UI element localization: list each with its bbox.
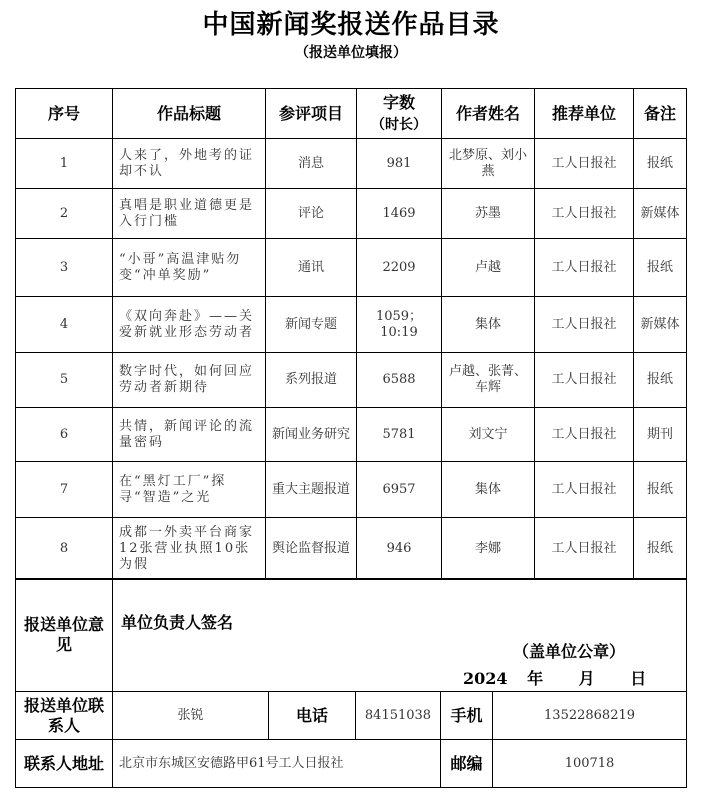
submission-info-table — [15, 578, 687, 788]
word-count: 946 — [357, 518, 442, 580]
recommending-unit: 工人日报社 — [535, 239, 634, 297]
header-duration-label: （时长） — [371, 116, 427, 133]
note: 报纸 — [634, 518, 687, 580]
signature-label: 单位负责人签名 — [121, 613, 234, 632]
work-title: 共情，新闻评论的流量密码 — [113, 408, 266, 462]
recommending-unit: 工人日报社 — [535, 518, 634, 580]
header-title: 作品标题 — [113, 89, 266, 139]
word-count: 1469 — [357, 189, 442, 239]
zip-value: 100718 — [493, 740, 687, 788]
header-unit: 推荐单位 — [535, 89, 634, 139]
row-number: 8 — [16, 518, 113, 580]
work-title: 真唱是职业道德更是入行门槛 — [113, 189, 266, 239]
header-author: 作者姓名 — [442, 89, 535, 139]
work-title: “小哥”高温津贴勿变“冲单奖励” — [113, 239, 266, 297]
header-words — [357, 89, 442, 139]
seal-label: （盖单位公章） — [513, 642, 626, 661]
author: 卢越、张菁、车辉 — [442, 353, 535, 408]
word-count: 2209 — [357, 239, 442, 297]
work-title: 《双向奔赴》——关爱新就业形态劳动者 — [113, 297, 266, 353]
document-subtitle: （报送单位填报） — [295, 45, 407, 61]
works-table — [15, 88, 687, 580]
table-header-row — [16, 89, 687, 139]
category: 通讯 — [266, 239, 357, 297]
opinion-cell — [113, 579, 687, 692]
date-label: 2024 年 月 日 — [463, 669, 647, 688]
recommending-unit: 工人日报社 — [535, 408, 634, 462]
note: 报纸 — [634, 353, 687, 408]
phone-label: 电话 — [269, 692, 356, 740]
work-title: 成都一外卖平台商家12张营业执照10张为假 — [113, 518, 266, 580]
table-row — [16, 189, 687, 239]
category: 新闻业务研究 — [266, 408, 357, 462]
author: 苏墨 — [442, 189, 535, 239]
table-row — [16, 139, 687, 189]
category: 舆论监督报道 — [266, 518, 357, 580]
contact-label: 报送单位联系人 — [16, 692, 113, 740]
author: 集体 — [442, 462, 535, 518]
recommending-unit: 工人日报社 — [535, 462, 634, 518]
category: 新闻专题 — [266, 297, 357, 353]
zip-label: 邮编 — [441, 740, 493, 788]
table-row — [16, 239, 687, 297]
work-title: 数字时代，如何回应劳动者新期待 — [113, 353, 266, 408]
row-number: 2 — [16, 189, 113, 239]
note: 期刊 — [634, 408, 687, 462]
row-number: 5 — [16, 353, 113, 408]
contact-row — [16, 692, 687, 740]
author: 北梦原、刘小燕 — [442, 139, 535, 189]
author: 卢越 — [442, 239, 535, 297]
author: 集体 — [442, 297, 535, 353]
contact-name: 张锐 — [113, 692, 269, 740]
category: 重大主题报道 — [266, 462, 357, 518]
table-row — [16, 353, 687, 408]
address-row — [16, 740, 687, 788]
address-value: 北京市东城区安德路甲61号工人日报社 — [113, 740, 441, 788]
recommending-unit: 工人日报社 — [535, 139, 634, 189]
table-row — [16, 518, 687, 580]
recommending-unit: 工人日报社 — [535, 353, 634, 408]
mobile-value: 13522868219 — [493, 692, 687, 740]
word-count: 5781 — [357, 408, 442, 462]
table-row — [16, 408, 687, 462]
row-number: 7 — [16, 462, 113, 518]
row-number: 3 — [16, 239, 113, 297]
category: 消息 — [266, 139, 357, 189]
mobile-label: 手机 — [441, 692, 493, 740]
category: 系列报道 — [266, 353, 357, 408]
header-note: 备注 — [634, 89, 687, 139]
author: 李娜 — [442, 518, 535, 580]
word-count: 981 — [357, 139, 442, 189]
word-count: 6957 — [357, 462, 442, 518]
document-title: 中国新闻奖报送作品目录 — [202, 10, 500, 40]
note: 报纸 — [634, 239, 687, 297]
author: 刘文宁 — [442, 408, 535, 462]
recommending-unit: 工人日报社 — [535, 189, 634, 239]
row-number: 4 — [16, 297, 113, 353]
opinion-label: 报送单位意见 — [16, 579, 113, 692]
phone-value: 84151038 — [356, 692, 441, 740]
header-words-label: 字数 — [382, 92, 415, 112]
header-category: 参评项目 — [266, 89, 357, 139]
category: 评论 — [266, 189, 357, 239]
word-count: 6588 — [357, 353, 442, 408]
recommending-unit: 工人日报社 — [535, 297, 634, 353]
table-row — [16, 462, 687, 518]
table-row — [16, 297, 687, 353]
header-no: 序号 — [16, 89, 113, 139]
note: 报纸 — [634, 462, 687, 518]
address-label: 联系人地址 — [16, 740, 113, 788]
note: 新媒体 — [634, 297, 687, 353]
word-count: 1059；10:19 — [357, 297, 442, 353]
row-number: 6 — [16, 408, 113, 462]
note: 新媒体 — [634, 189, 687, 239]
opinion-row — [16, 579, 687, 692]
note: 报纸 — [634, 139, 687, 189]
work-title: 在“黑灯工厂”探寻“智造”之光 — [113, 462, 266, 518]
row-number: 1 — [16, 139, 113, 189]
work-title: 人来了，外地考的证却不认 — [113, 139, 266, 189]
